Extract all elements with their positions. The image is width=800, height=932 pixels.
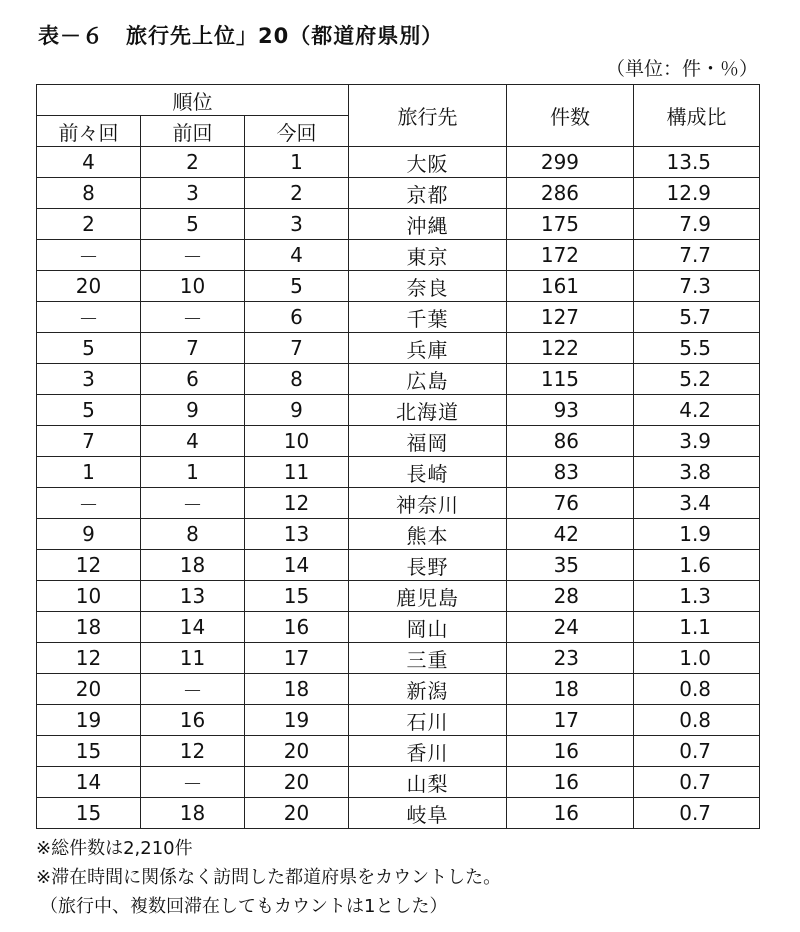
cell-destination: 広島 bbox=[349, 364, 507, 395]
cell-destination: 香川 bbox=[349, 736, 507, 767]
cell-count: 42 bbox=[507, 519, 634, 550]
cell-destination: 神奈川 bbox=[349, 488, 507, 519]
header-prev2: 前々回 bbox=[37, 116, 141, 147]
cell-ratio: 1.9 bbox=[634, 519, 760, 550]
cell-destination: 岡山 bbox=[349, 612, 507, 643]
cell-prev: － bbox=[141, 767, 245, 798]
cell-destination: 三重 bbox=[349, 643, 507, 674]
cell-destination: 鹿児島 bbox=[349, 581, 507, 612]
note-method-detail: （旅行中、複数回滞在してもカウントは1とした） bbox=[40, 896, 448, 917]
cell-count: 16 bbox=[507, 736, 634, 767]
cell-destination: 山梨 bbox=[349, 767, 507, 798]
cell-count: 16 bbox=[507, 798, 634, 829]
table-row bbox=[37, 147, 760, 178]
cell-now: 13 bbox=[245, 519, 349, 550]
cell-count: 299 bbox=[507, 147, 634, 178]
table-row bbox=[37, 488, 760, 519]
cell-prev: 7 bbox=[141, 333, 245, 364]
cell-now: 19 bbox=[245, 705, 349, 736]
cell-count: 76 bbox=[507, 488, 634, 519]
cell-destination: 兵庫 bbox=[349, 333, 507, 364]
cell-prev: 12 bbox=[141, 736, 245, 767]
table-row bbox=[37, 519, 760, 550]
cell-count: 18 bbox=[507, 674, 634, 705]
cell-count: 127 bbox=[507, 302, 634, 333]
cell-count: 175 bbox=[507, 209, 634, 240]
cell-count: 23 bbox=[507, 643, 634, 674]
table-row bbox=[37, 209, 760, 240]
cell-prev2: 5 bbox=[37, 395, 141, 426]
cell-now: 16 bbox=[245, 612, 349, 643]
cell-prev: 18 bbox=[141, 798, 245, 829]
cell-prev: 8 bbox=[141, 519, 245, 550]
table-row bbox=[37, 333, 760, 364]
cell-now: 6 bbox=[245, 302, 349, 333]
cell-prev2: 18 bbox=[37, 612, 141, 643]
cell-now: 9 bbox=[245, 395, 349, 426]
cell-prev2: 15 bbox=[37, 736, 141, 767]
cell-ratio: 3.9 bbox=[634, 426, 760, 457]
cell-ratio: 5.5 bbox=[634, 333, 760, 364]
cell-count: 286 bbox=[507, 178, 634, 209]
cell-ratio: 1.3 bbox=[634, 581, 760, 612]
cell-ratio: 1.0 bbox=[634, 643, 760, 674]
cell-prev: 13 bbox=[141, 581, 245, 612]
cell-prev2: 12 bbox=[37, 550, 141, 581]
cell-prev: 10 bbox=[141, 271, 245, 302]
unit-label: （単位：件・％） bbox=[605, 58, 758, 80]
cell-destination: 奈良 bbox=[349, 271, 507, 302]
header-ratio: 構成比 bbox=[634, 85, 760, 147]
cell-count: 83 bbox=[507, 457, 634, 488]
cell-ratio: 7.9 bbox=[634, 209, 760, 240]
cell-now: 18 bbox=[245, 674, 349, 705]
header-rank-group: 順位 bbox=[37, 85, 349, 116]
cell-destination: 熊本 bbox=[349, 519, 507, 550]
cell-ratio: 0.7 bbox=[634, 736, 760, 767]
cell-ratio: 5.2 bbox=[634, 364, 760, 395]
cell-prev: － bbox=[141, 240, 245, 271]
cell-prev2: 1 bbox=[37, 457, 141, 488]
cell-count: 28 bbox=[507, 581, 634, 612]
cell-destination: 大阪 bbox=[349, 147, 507, 178]
cell-destination: 石川 bbox=[349, 705, 507, 736]
table-row bbox=[37, 736, 760, 767]
cell-ratio: 0.7 bbox=[634, 798, 760, 829]
header-now: 今回 bbox=[245, 116, 349, 147]
cell-prev2: 7 bbox=[37, 426, 141, 457]
header-count: 件数 bbox=[507, 85, 634, 147]
cell-prev2: 9 bbox=[37, 519, 141, 550]
cell-now: 10 bbox=[245, 426, 349, 457]
cell-ratio: 7.3 bbox=[634, 271, 760, 302]
cell-now: 17 bbox=[245, 643, 349, 674]
table-body bbox=[37, 147, 760, 829]
cell-count: 16 bbox=[507, 767, 634, 798]
cell-ratio: 0.8 bbox=[634, 705, 760, 736]
cell-now: 15 bbox=[245, 581, 349, 612]
cell-ratio: 1.6 bbox=[634, 550, 760, 581]
cell-prev2: 8 bbox=[37, 178, 141, 209]
cell-destination: 新潟 bbox=[349, 674, 507, 705]
cell-destination: 長崎 bbox=[349, 457, 507, 488]
cell-now: 14 bbox=[245, 550, 349, 581]
cell-prev: 3 bbox=[141, 178, 245, 209]
table-row bbox=[37, 271, 760, 302]
table-row bbox=[37, 705, 760, 736]
cell-prev: － bbox=[141, 488, 245, 519]
table-row bbox=[37, 581, 760, 612]
cell-destination: 岐阜 bbox=[349, 798, 507, 829]
cell-prev2: 20 bbox=[37, 271, 141, 302]
table-row bbox=[37, 395, 760, 426]
cell-now: 5 bbox=[245, 271, 349, 302]
cell-count: 86 bbox=[507, 426, 634, 457]
cell-destination: 北海道 bbox=[349, 395, 507, 426]
ranking-table bbox=[36, 84, 760, 829]
cell-ratio: 1.1 bbox=[634, 612, 760, 643]
cell-count: 24 bbox=[507, 612, 634, 643]
cell-ratio: 0.8 bbox=[634, 674, 760, 705]
table-row bbox=[37, 550, 760, 581]
cell-now: 20 bbox=[245, 736, 349, 767]
table-row bbox=[37, 240, 760, 271]
cell-destination: 沖縄 bbox=[349, 209, 507, 240]
cell-prev: 1 bbox=[141, 457, 245, 488]
cell-now: 20 bbox=[245, 798, 349, 829]
cell-destination: 京都 bbox=[349, 178, 507, 209]
cell-prev2: 5 bbox=[37, 333, 141, 364]
cell-count: 161 bbox=[507, 271, 634, 302]
table-row bbox=[37, 674, 760, 705]
cell-prev: 14 bbox=[141, 612, 245, 643]
cell-prev: － bbox=[141, 302, 245, 333]
cell-destination: 福岡 bbox=[349, 426, 507, 457]
cell-prev: 16 bbox=[141, 705, 245, 736]
header-prev: 前回 bbox=[141, 116, 245, 147]
cell-prev: 18 bbox=[141, 550, 245, 581]
table-row bbox=[37, 767, 760, 798]
header-destination: 旅行先 bbox=[349, 85, 507, 147]
table-row bbox=[37, 457, 760, 488]
cell-prev: 11 bbox=[141, 643, 245, 674]
cell-count: 17 bbox=[507, 705, 634, 736]
cell-ratio: 3.4 bbox=[634, 488, 760, 519]
cell-prev: 6 bbox=[141, 364, 245, 395]
table-row bbox=[37, 798, 760, 829]
note-method: ※滞在時間に関係なく訪問した都道府県をカウントした。 bbox=[36, 867, 502, 888]
cell-count: 115 bbox=[507, 364, 634, 395]
cell-now: 3 bbox=[245, 209, 349, 240]
cell-ratio: 3.8 bbox=[634, 457, 760, 488]
header-row-group bbox=[37, 85, 760, 116]
cell-prev: 2 bbox=[141, 147, 245, 178]
cell-prev: － bbox=[141, 674, 245, 705]
cell-count: 35 bbox=[507, 550, 634, 581]
cell-prev2: － bbox=[37, 302, 141, 333]
cell-now: 8 bbox=[245, 364, 349, 395]
cell-ratio: 7.7 bbox=[634, 240, 760, 271]
cell-now: 12 bbox=[245, 488, 349, 519]
cell-prev2: 4 bbox=[37, 147, 141, 178]
table-row bbox=[37, 643, 760, 674]
cell-prev2: 10 bbox=[37, 581, 141, 612]
cell-prev2: 12 bbox=[37, 643, 141, 674]
cell-prev2: 3 bbox=[37, 364, 141, 395]
cell-prev2: － bbox=[37, 240, 141, 271]
cell-now: 1 bbox=[245, 147, 349, 178]
notes bbox=[36, 834, 501, 921]
table-row bbox=[37, 178, 760, 209]
cell-prev2: 19 bbox=[37, 705, 141, 736]
cell-prev: 9 bbox=[141, 395, 245, 426]
cell-now: 20 bbox=[245, 767, 349, 798]
cell-count: 122 bbox=[507, 333, 634, 364]
cell-now: 2 bbox=[245, 178, 349, 209]
table-title: 表－６ 旅行先上位」20（都道府県別） bbox=[38, 24, 444, 48]
cell-ratio: 12.9 bbox=[634, 178, 760, 209]
cell-prev2: 2 bbox=[37, 209, 141, 240]
cell-prev2: 15 bbox=[37, 798, 141, 829]
cell-prev2: － bbox=[37, 488, 141, 519]
cell-prev: 5 bbox=[141, 209, 245, 240]
note-total: ※総件数は2,210件 bbox=[36, 838, 193, 859]
cell-destination: 千葉 bbox=[349, 302, 507, 333]
cell-now: 4 bbox=[245, 240, 349, 271]
table-row bbox=[37, 426, 760, 457]
cell-ratio: 4.2 bbox=[634, 395, 760, 426]
cell-ratio: 5.7 bbox=[634, 302, 760, 333]
cell-prev: 4 bbox=[141, 426, 245, 457]
cell-ratio: 0.7 bbox=[634, 767, 760, 798]
table-row bbox=[37, 302, 760, 333]
table-row bbox=[37, 612, 760, 643]
cell-now: 7 bbox=[245, 333, 349, 364]
cell-destination: 東京 bbox=[349, 240, 507, 271]
cell-now: 11 bbox=[245, 457, 349, 488]
cell-prev2: 20 bbox=[37, 674, 141, 705]
cell-destination: 長野 bbox=[349, 550, 507, 581]
cell-count: 93 bbox=[507, 395, 634, 426]
cell-count: 172 bbox=[507, 240, 634, 271]
cell-ratio: 13.5 bbox=[634, 147, 760, 178]
table-row bbox=[37, 364, 760, 395]
cell-prev2: 14 bbox=[37, 767, 141, 798]
